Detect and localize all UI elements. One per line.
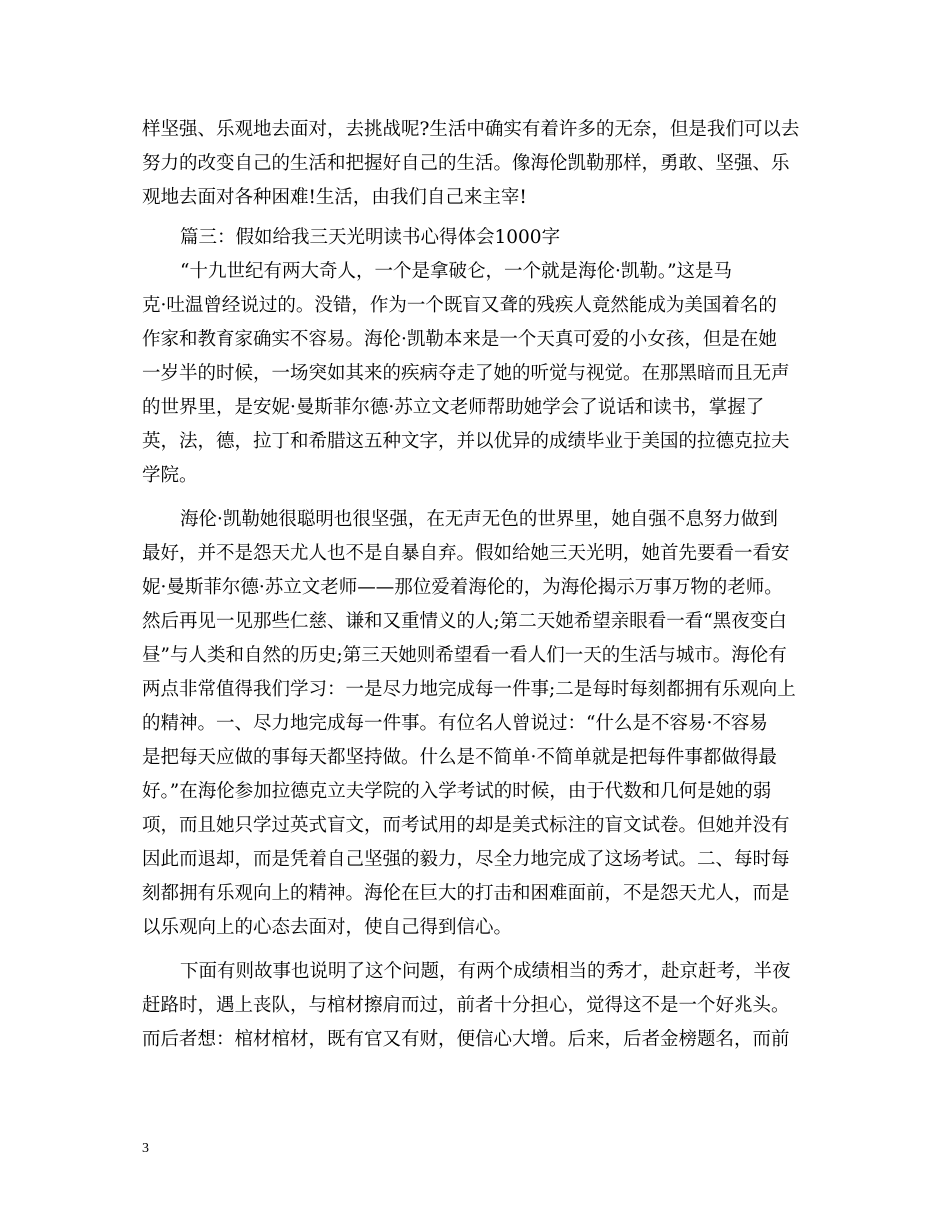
text-line: 样坚强、乐观地去面对，去挑战呢?生活中确实有着许多的无奈，但是我们可以去 xyxy=(142,119,800,140)
section-heading: 篇三：假如给我三天光明读书心得体会1000字 xyxy=(180,227,561,248)
text-line: 的精神。一、尽力地完成每一件事。有位名人曾说过：“什么是不容易·不容易 xyxy=(142,713,768,734)
text-line: 一岁半的时候，一场突如其来的疾病夺走了她的听觉与视觉。在那黑暗而且无声 xyxy=(142,363,790,384)
page-number: 3 xyxy=(142,1141,149,1156)
text-line: 努力的改变自己的生活和把握好自己的生活。像海伦凯勒那样，勇敢、坚强、乐 xyxy=(142,153,790,174)
text-line: 海伦·凯勒她很聪明也很坚强，在无声无色的世界里，她自强不息努力做到 xyxy=(180,509,778,530)
text-line: 赶路时，遇上丧队，与棺材擦肩而过，前者十分担心，觉得这不是一个好兆头。 xyxy=(142,995,790,1016)
text-line: 是把每天应做的事每天都坚持做。什么是不简单·不简单就是把每件事都做得最 xyxy=(142,747,777,768)
text-line: 英，法，德，拉丁和希腊这五种文字，并以优异的成绩毕业于美国的拉德克拉夫 xyxy=(142,431,790,452)
text-line: 昼”与人类和自然的历史;第三天她则希望看一看人们一天的生活与城市。海伦有 xyxy=(142,645,787,666)
text-line: 因此而退却，而是凭着自己坚强的毅力，尽全力地完成了这场考试。二、每时每 xyxy=(142,849,790,870)
text-line: 最好，并不是怨天尤人也不是自暴自弃。假如给她三天光明，她首先要看一看安 xyxy=(142,543,790,564)
text-line: 项，而且她只学过英式盲文，而考试用的却是美式标注的盲文试卷。但她并没有 xyxy=(142,815,790,836)
text-line: 以乐观向上的心态去面对，使自己得到信心。 xyxy=(142,917,513,938)
text-line: 两点非常值得我们学习：一是尽力地完成每一件事;二是每时每刻都拥有乐观向上 xyxy=(142,679,796,700)
text-line: 下面有则故事也说明了这个问题，有两个成绩相当的秀才，赴京赶考，半夜 xyxy=(180,961,791,982)
text-line: 刻都拥有乐观向上的精神。海伦在巨大的打击和困难面前，不是怨天尤人，而是 xyxy=(142,883,790,904)
text-line: 妮·曼斯菲尔德·苏立文老师——那位爱着海伦的，为海伦揭示万事万物的老师。 xyxy=(142,577,783,598)
text-line: “十九世纪有两大奇人，一个是拿破仑，一个就是海伦·凯勒。”这是马 xyxy=(180,261,733,282)
text-line: 学院。 xyxy=(142,465,198,486)
text-line: 观地去面对各种困难!生活，由我们自己来主宰! xyxy=(142,187,527,208)
text-line: 而后者想：棺材棺材，既有官又有财，便信心大增。后来，后者金榜题名，而前 xyxy=(142,1029,790,1050)
text-line: 作家和教育家确实不容易。海伦·凯勒本来是一个天真可爱的小女孩，但是在她 xyxy=(142,329,777,350)
text-line: 然后再见一见那些仁慈、谦和又重情义的人;第二天她希望亲眼看一看“黑夜变白 xyxy=(142,611,787,632)
text-line: 克·吐温曾经说过的。没错，作为一个既盲又聋的残疾人竟然能成为美国着名的 xyxy=(142,295,777,316)
text-line: 好。”在海伦参加拉德克立夫学院的入学考试的时候，由于代数和几何是她的弱 xyxy=(142,781,772,802)
text-line: 的世界里，是安妮·曼斯菲尔德·苏立文老师帮助她学会了说话和读书，掌握了 xyxy=(142,397,765,418)
